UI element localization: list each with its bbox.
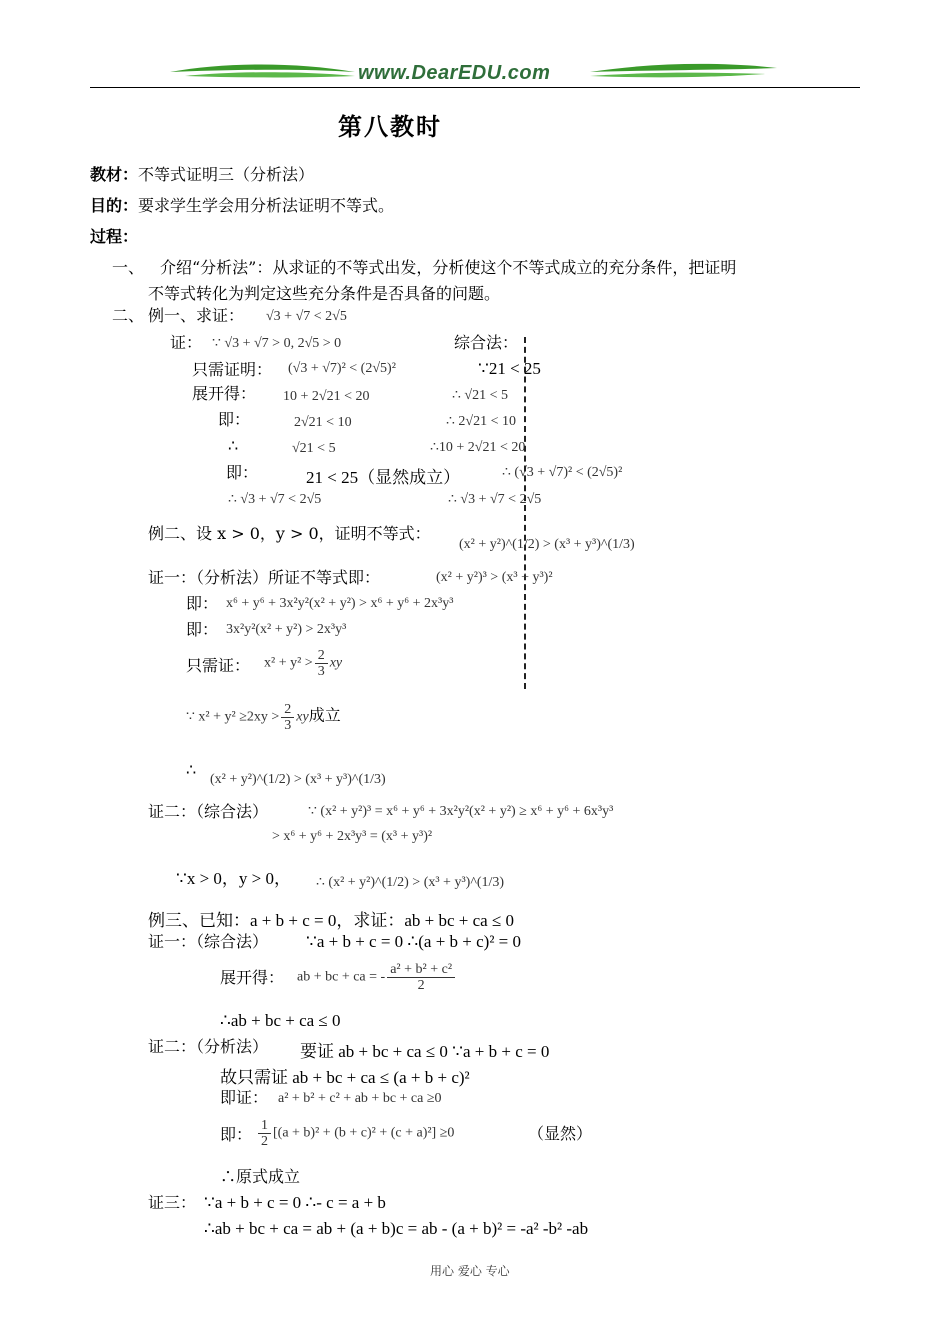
- intro-line1: 介绍“分析法”：从求证的不等式出发，分析使这个不等式成立的充分条件，把证明: [160, 258, 737, 277]
- ex1-right-5: ∴ (√3 + √7)² < (2√5)²: [502, 465, 623, 480]
- ex2-proof1-step2-label: 即：: [186, 620, 219, 639]
- ex1-step1-label: 只需证明：: [192, 360, 273, 379]
- ex1-step6-expr: ∴ √3 + √7 < 2√5: [228, 492, 322, 507]
- ex3-expand-label: 展开得：: [220, 968, 285, 987]
- ex3-proof3-label: 证三：: [148, 1193, 197, 1212]
- ex3-proof1-text: ∵a + b + c = 0 ∴(a + b + c)² = 0: [306, 932, 522, 951]
- ex2-proof2-conclusion: ∴ (x² + y²)^(1/2) > (x³ + y³)^(1/3): [316, 875, 505, 890]
- ex3-proof2-text: 要证 ab + bc + ca ≤ 0 ∵a + b + c = 0: [300, 1042, 550, 1061]
- ex1-right-1: ∵21 < 25: [478, 359, 541, 378]
- right-swoosh-icon: [590, 64, 777, 72]
- ex3-proof3-line2: ∴ab + bc + ca = ab + (a + b)c = ab - (a + b)² = -a² -b² -ab: [204, 1219, 589, 1238]
- ex2-proof1-step1-label: 即：: [186, 594, 219, 613]
- ex3-proof2-line4-label: 即：: [220, 1125, 253, 1144]
- ex1-right-4: ∴10 + 2√21 < 20: [430, 440, 526, 455]
- ex1-step5-label: 即：: [226, 463, 259, 482]
- ex3-proof2-note: （显然）: [528, 1124, 593, 1143]
- ex2-need-expr: x² + y² > $\frac{2}{3}$ xy: [264, 648, 343, 679]
- ex1-synth-label: 综合法：: [454, 333, 519, 352]
- ex1-right-3: ∴ 2√21 < 10: [446, 414, 516, 429]
- meta-textbook: 教材：不等式证明三（分析法）: [90, 165, 315, 184]
- ex1-step2-label: 展开得：: [192, 384, 257, 403]
- ex2-proof1-label: 证一：（分析法）所证不等式即：: [148, 568, 381, 587]
- meta-process: 过程：: [90, 227, 139, 246]
- divider-dashed-line: [524, 337, 526, 689]
- ex1-right-2: ∴ √21 < 5: [452, 388, 508, 403]
- ex1-step1-expr: (√3 + √7)² < (2√5)²: [288, 361, 396, 376]
- ex3-proof2-line3-label: 即证：: [220, 1088, 269, 1107]
- ex1-step5-expr: 21 < 25（显然成立）: [306, 468, 461, 487]
- intro-number: 一、: [112, 258, 145, 277]
- ex3-heading: 例三、已知：a + b + c = 0，求证：ab + bc + ca ≤ 0: [148, 911, 515, 930]
- ex2-since-expr: ∵ x² + y² ≥2xy > $\frac{2}{3}$ xy成立: [186, 702, 341, 733]
- ex2-proof2-line1: ∵ (x² + y²)³ = x⁶ + y⁶ + 3x²y²(x² + y²) ≥ x⁶ + y⁶ + 6x³y³: [308, 804, 614, 819]
- ex2-proof2-line2: > x⁶ + y⁶ + 2x³y³ = (x³ + y³)²: [272, 829, 433, 844]
- ex2-proof1-conclusion: (x² + y²)^(1/2) > (x³ + y³)^(1/3): [210, 772, 386, 787]
- ex1-proof-given: ∵ √3 + √7 > 0, 2√5 > 0: [212, 336, 342, 351]
- page-footer: 用心 爱心 专心: [430, 1264, 510, 1278]
- header-rule: [90, 87, 860, 88]
- ex1-number: 二、: [112, 306, 145, 325]
- site-url[interactable]: www.DearEDU.com: [358, 62, 551, 84]
- meta-goal: 目的：要求学生学会用分析法证明不等式。: [90, 196, 395, 215]
- ex1-step3-label: 即：: [218, 410, 251, 429]
- ex1-heading: 例一、求证：: [148, 306, 245, 325]
- ex3-proof2-line3-expr: a² + b² + c² + ab + bc + ca ≥0: [278, 1091, 442, 1106]
- ex3-proof3-line1: ∵a + b + c = 0 ∴- c = a + b: [204, 1193, 386, 1212]
- ex3-proof2-conclusion: ∴原式成立: [220, 1167, 301, 1186]
- ex2-proof2-label: 证二：（综合法）: [148, 802, 269, 821]
- ex2-thus-symbol: ∴: [186, 760, 197, 779]
- left-swoosh-icon: [170, 65, 355, 73]
- ex1-right-6: ∴ √3 + √7 < 2√5: [448, 492, 542, 507]
- ex2-proof1-step2-expr: 3x²y²(x² + y²) > 2x³y³: [226, 622, 347, 637]
- ex3-proof2-line4-expr: $\frac{1}{2}$ [(a + b)² + (b + c)² + (c + a)²] ≥0: [256, 1118, 454, 1149]
- ex3-proof1-conclusion: ∴ab + bc + ca ≤ 0: [220, 1011, 341, 1030]
- ex3-expand-expr: ab + bc + ca = - $\frac{\text{a² + b² + c²}}{2}$: [297, 962, 457, 993]
- ex1-proof-label: 证：: [170, 333, 203, 352]
- page-title: 第八教时: [338, 112, 442, 141]
- ex1-step3-expr: 2√21 < 10: [294, 415, 352, 430]
- ex1-step4-label: ∴: [228, 436, 239, 455]
- ex2-goal: (x² + y²)^(1/2) > (x³ + y³)^(1/3): [459, 537, 635, 552]
- ex1-goal: √3 + √7 < 2√5: [266, 309, 347, 324]
- intro-line2: 不等式转化为判定这些充分条件是否具备的问题。: [148, 284, 501, 303]
- ex1-step2-expr: 10 + 2√21 < 20: [283, 389, 370, 404]
- ex2-proof1-step1-expr: x⁶ + y⁶ + 3x²y²(x² + y²) > x⁶ + y⁶ + 2x³y³: [226, 596, 454, 611]
- ex3-proof2-label: 证二：（分析法）: [148, 1037, 269, 1056]
- ex2-need-label: 只需证：: [186, 656, 251, 675]
- ex2-proof1-expr: (x² + y²)³ > (x³ + y³)²: [436, 570, 553, 585]
- ex1-step4-expr: √21 < 5: [292, 441, 336, 456]
- ex2-proof2-since: ∵x > 0，y > 0，: [176, 869, 291, 888]
- ex3-proof2-line2: 故只需证 ab + bc + ca ≤ (a + b + c)²: [220, 1068, 470, 1087]
- ex3-proof1-label: 证一：（综合法）: [148, 932, 269, 951]
- ex2-heading: 例二、设 x > 0，y > 0，证明不等式：: [148, 524, 431, 543]
